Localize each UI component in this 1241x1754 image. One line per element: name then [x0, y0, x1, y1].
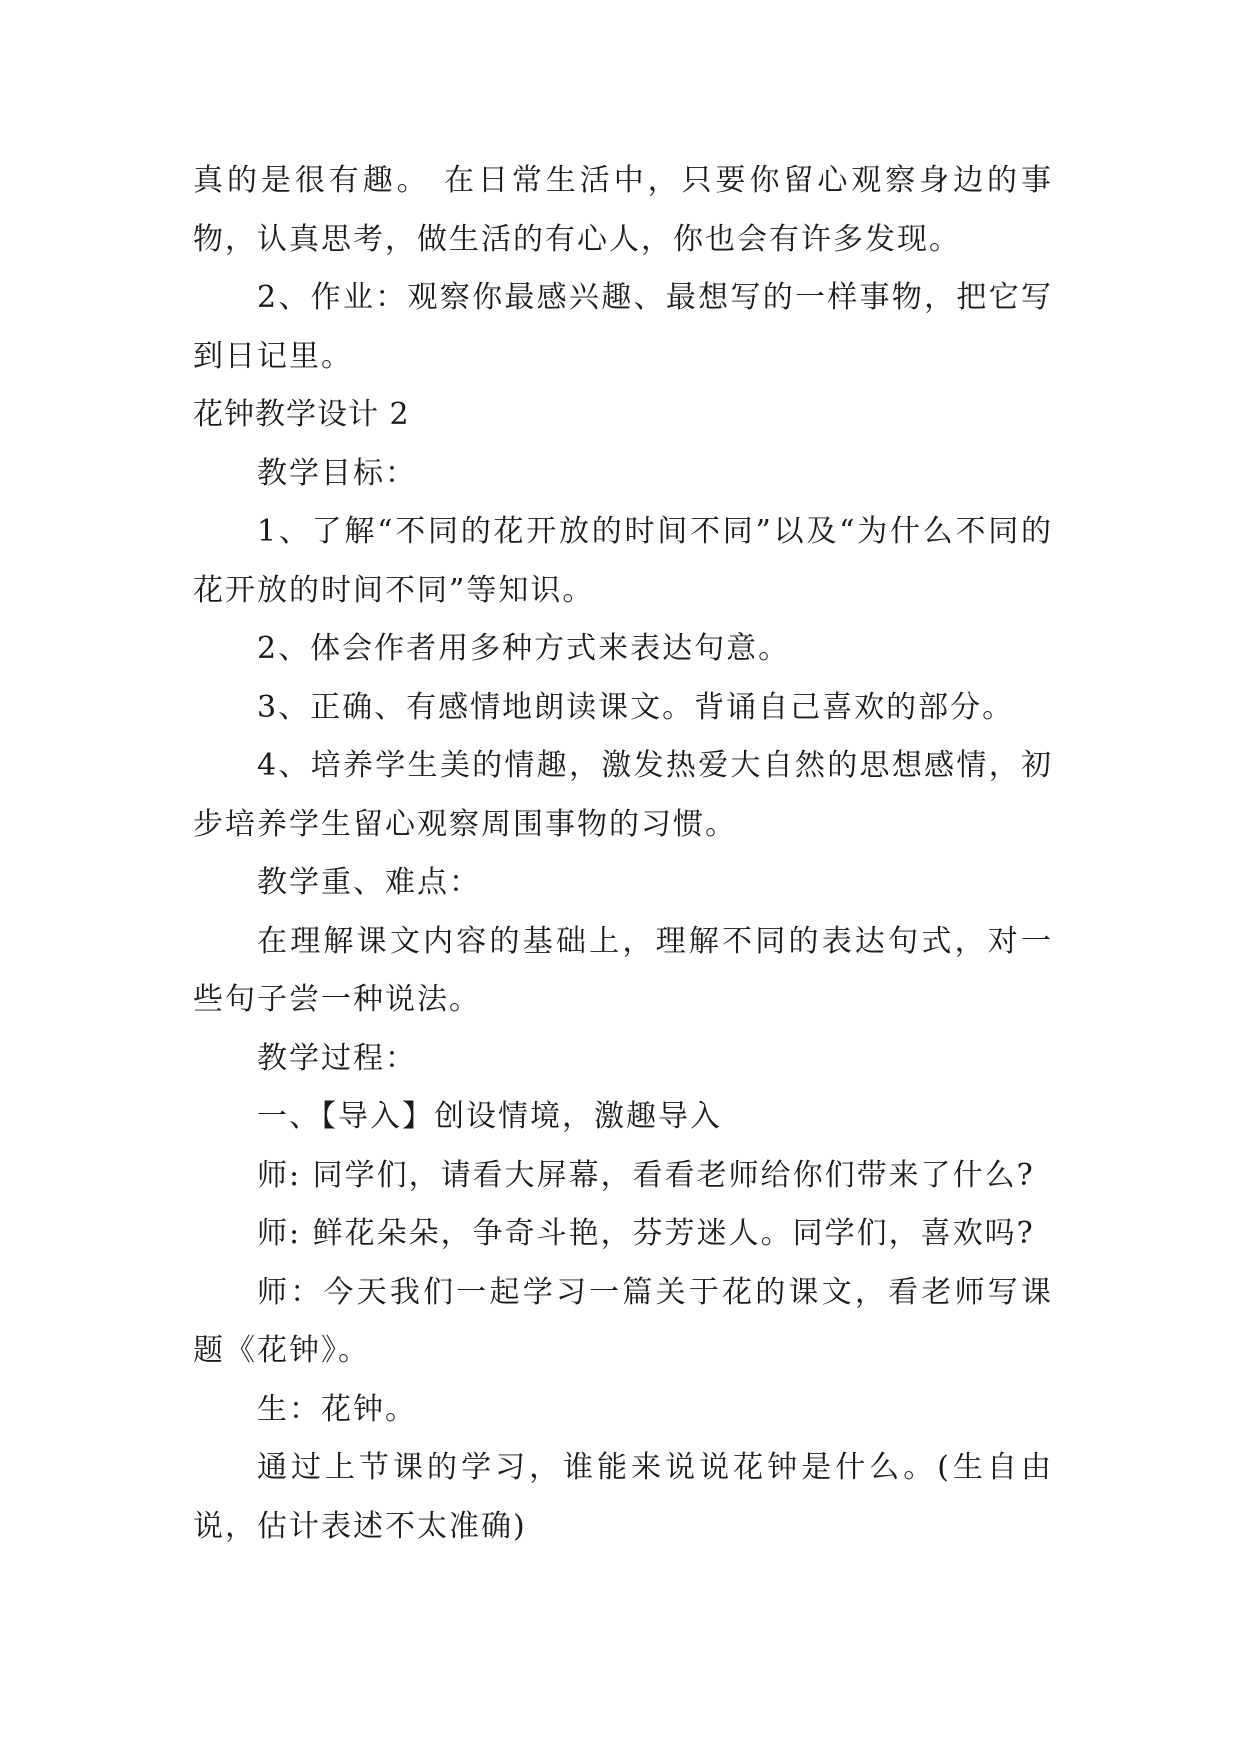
paragraph: 生：花钟。 — [257, 1391, 417, 1427]
paragraph: 师: 鲜花朵朵，争奇斗艳，芬芳迷人。同学们，喜欢吗? — [257, 1216, 1035, 1251]
paragraph: 师：今天我们一起学习一篇关于花的课文，看老师写课题《花钟》。 — [193, 1274, 1053, 1368]
paragraph: 1、了解“不同的花开放的时间不同”以及“为什么不同的花开放的时间不同”等知识。 — [193, 514, 1053, 608]
paragraph: 一、【导入】创设情境，激趣导入 — [257, 1099, 722, 1134]
subheading: 教学目标： — [257, 455, 417, 491]
paragraph: 3、正确、有感情地朗读课文。背诵自己喜欢的部分。 — [257, 689, 1015, 725]
paragraph: 通过上节课的学习，谁能来说说花钟是什么。(生自由说，估计表述不太准确) — [193, 1450, 1053, 1544]
paragraph: 2、体会作者用多种方式来表达句意。 — [257, 631, 791, 666]
paragraph: 师: 同学们，请看大屏幕，看看老师给你们带来了什么? — [257, 1157, 1035, 1193]
subheading: 教学重、难点： — [257, 865, 481, 900]
paragraph: 真的是很有趣。 在日常生活中，只要你留心观察身边的事物，认真思考，做生活的有心人，你也会有许多发现。 — [193, 163, 1053, 257]
paragraph: 在理解课文内容的基础上，理解不同的表达句式，对一些句子尝一种说法。 — [193, 923, 1053, 1017]
document-body — [193, 152, 1053, 1556]
paragraph: 2、作业：观察你最感兴趣、最想写的一样事物，把它写到日记里。 — [193, 280, 1053, 374]
paragraph: 4、培养学生美的情趣，激发热爱大自然的思想感情，初步培养学生留心观察周围事物的习惯。 — [193, 748, 1053, 842]
subheading: 教学过程： — [257, 1040, 417, 1076]
section-title: 花钟教学设计 2 — [193, 397, 410, 432]
